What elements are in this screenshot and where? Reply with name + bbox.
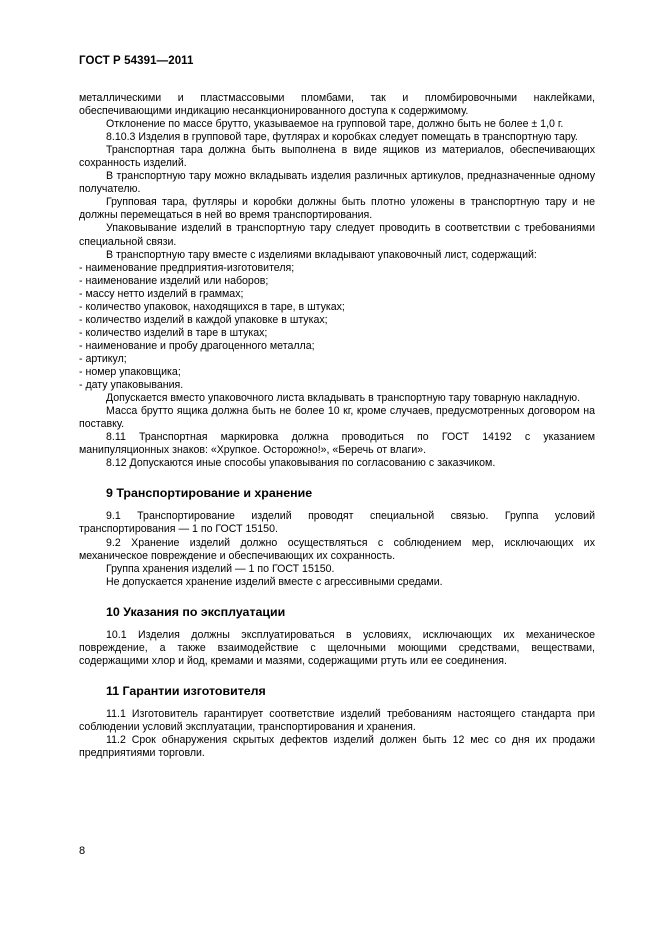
clause-11-2: 11.2 Срок обнаружения скрытых дефектов изделий должен быть 12 мес со дня их продажи предприятиями торговли. <box>79 734 595 760</box>
list-item: - массу нетто изделий в граммах; <box>79 287 244 300</box>
paragraph: Транспортная тара должна быть выполнена в виде ящиков из материалов, обеспечивающих сохранность изделий. <box>79 144 595 170</box>
clause-9-2: 9.2 Хранение изделий должно осуществляться с соблюдением мер, исключающих их механическое повреждение и обеспечивающих их сохранность. <box>79 536 595 562</box>
paragraph: Групповая тара, футляры и коробки должны быть плотно уложены в транспортную тару и не должны перемещаться в ней во время транспортирования. <box>79 196 595 222</box>
clause-10-1: 10.1 Изделия должны эксплуатироваться в условиях, исключающих их механическое повреждение, а также взаимодействие с щелочными моющими средствами, веществами, содержащими хлор и йод, кремами и мазями, содержащими ртуть или ее соединения. <box>79 628 595 667</box>
paragraph: Упаковывание изделий в транспортную тару следует проводить в соответствии с требованиями специальной связи. <box>79 222 595 248</box>
list-item: - дату упаковывания. <box>79 379 184 392</box>
clause-9-1: 9.1 Транспортирование изделий проводят специальной связью. Группа условий транспортирования — 1 по ГОСТ 15150. <box>79 510 595 536</box>
list-item: - артикул; <box>79 352 127 365</box>
section-heading-11: 11 Гарантии изготовителя <box>106 683 266 698</box>
paragraph: Допускается вместо упаковочного листа вкладывать в транспортную тару товарную накладную. <box>106 392 581 405</box>
clause-8-12: 8.12 Допускаются иные способы упаковывания по согласованию с заказчиком. <box>106 457 496 470</box>
paragraph: Масса брутто ящика должна быть не более 10 кг, кроме случаев, предусмотренных договором на поставку. <box>79 405 595 431</box>
clause-8-11: 8.11 Транспортная маркировка должна проводиться по ГОСТ 14192 с указанием манипуляционных знаков: «Хрупкое. Осторожно!», «Беречь от влаги». <box>79 431 595 457</box>
section-heading-10: 10 Указания по эксплуатации <box>106 604 286 619</box>
document-code-header: ГОСТ Р 54391—2011 <box>79 55 194 67</box>
list-item: - номер упаковщика; <box>79 365 181 378</box>
page-number: 8 <box>79 845 86 857</box>
clause-8-10-3: 8.10.3 Изделия в групповой таре, футлярах и коробках следует помещать в транспортную тару. <box>106 131 578 144</box>
paragraph: В транспортную тару можно вкладывать изделия различных артикулов, предназначенные одному получателю. <box>79 170 595 196</box>
list-item: - наименование предприятия-изготовителя; <box>79 261 295 274</box>
paragraph: Отклонение по массе брутто, указываемое на групповой таре, должно быть не более ± 1,0 г. <box>106 118 564 131</box>
paragraph: Не допускается хранение изделий вместе с агрессивными средами. <box>106 575 443 588</box>
paragraph: В транспортную тару вместе с изделиями вкладывают упаковочный лист, содержащий: <box>106 248 537 261</box>
list-item: - наименование и пробу драгоценного металла; <box>79 339 315 352</box>
packing-list <box>79 262 595 392</box>
page-body <box>79 92 595 760</box>
section-heading-9: 9 Транспортирование и хранение <box>106 486 313 501</box>
clause-11-1: 11.1 Изготовитель гарантирует соответствие изделий требованиям настоящего стандарта при соблюдении условий эксплуатации, транспортирования и хранения. <box>79 707 595 733</box>
list-item: - количество изделий в каждой упаковке в штуках; <box>79 313 328 326</box>
list-item: - количество упаковок, находящихся в таре, в штуках; <box>79 300 345 313</box>
list-item: - наименование изделий или наборов; <box>79 274 269 287</box>
paragraph: металлическими и пластмассовыми пломбами, так и пломбировочными наклейками, обеспечивающими индикацию несанкционированного доступа к содержимому. <box>79 92 595 118</box>
paragraph: Группа хранения изделий — 1 по ГОСТ 15150. <box>106 562 335 575</box>
list-item: - количество изделий в таре в штуках; <box>79 326 268 339</box>
